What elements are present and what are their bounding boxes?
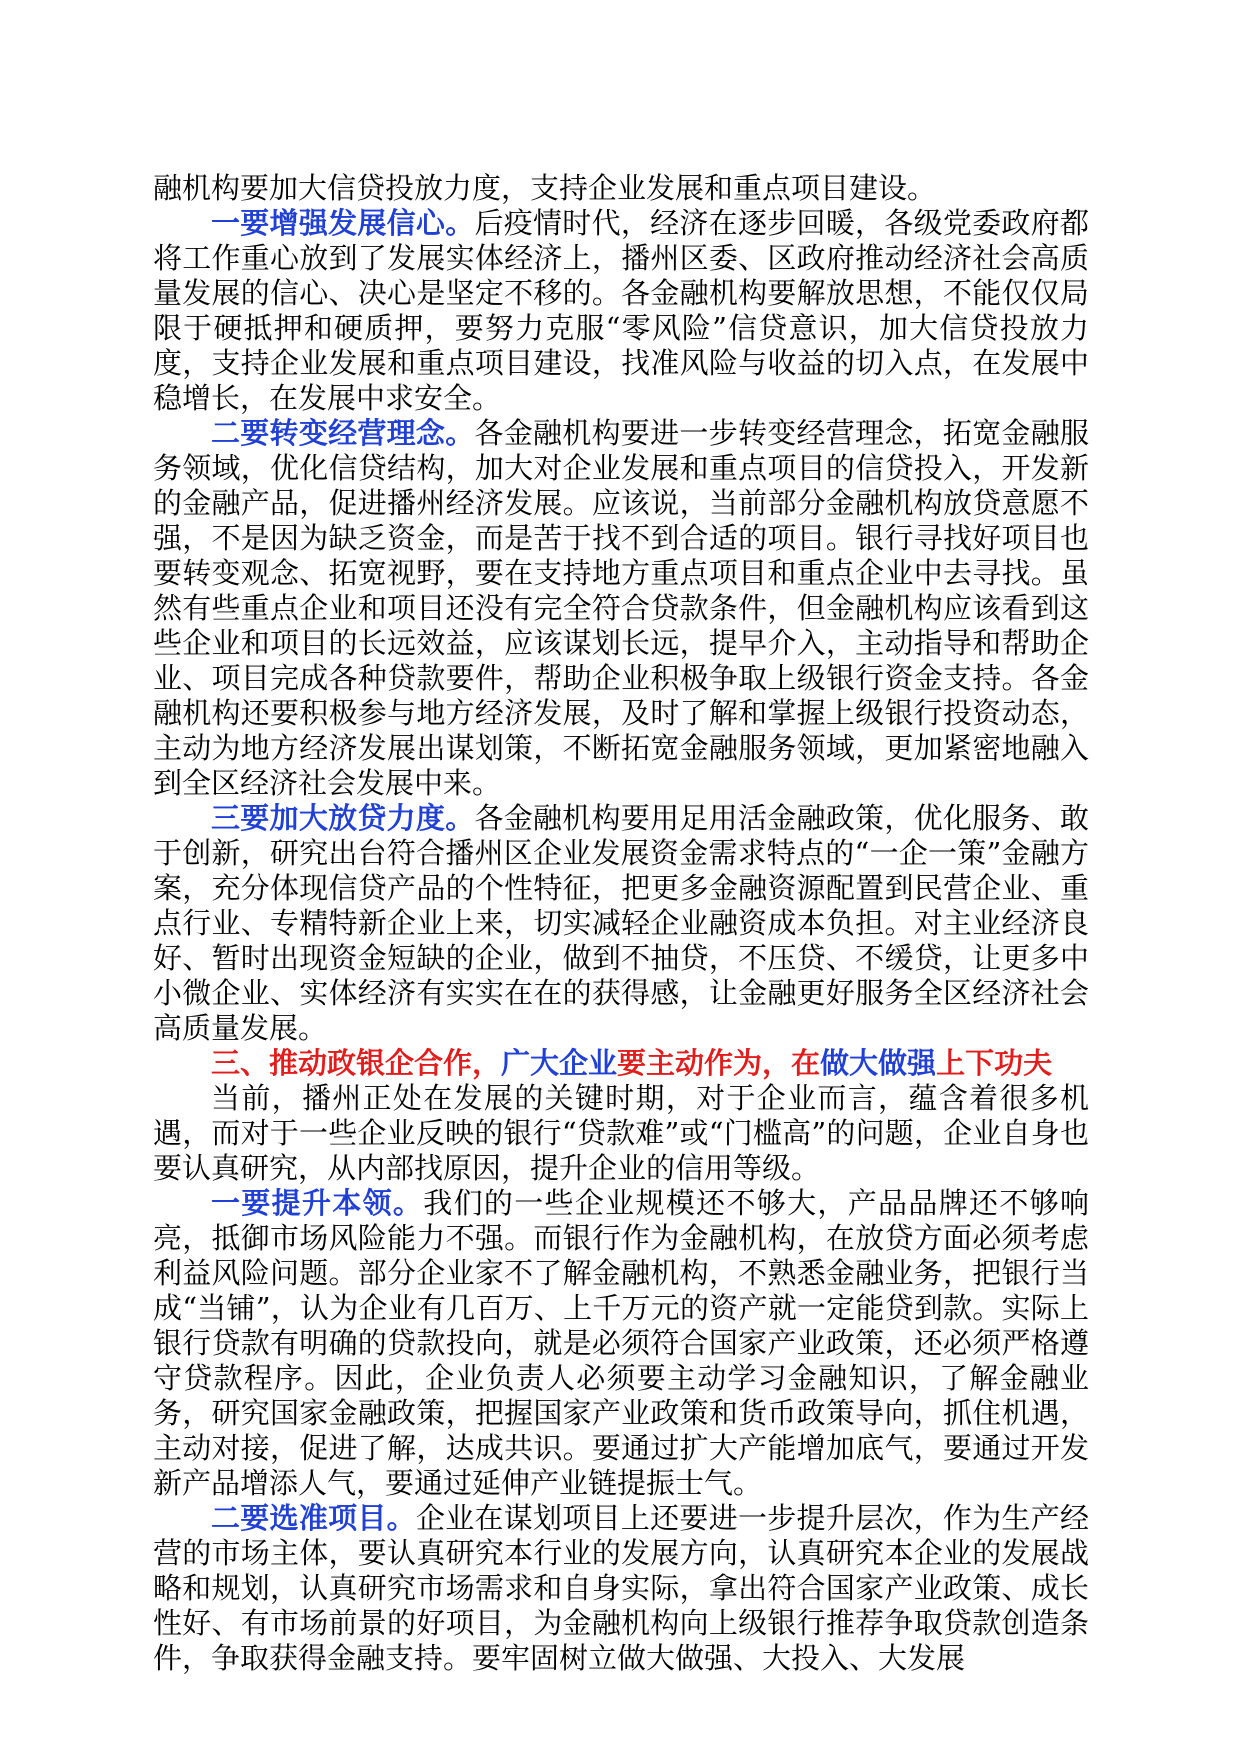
- paragraph-projects: [153, 1501, 1089, 1676]
- paragraph-lead: 二要转变经营理念。: [211, 416, 475, 450]
- paragraph-capability: [153, 1186, 1089, 1501]
- paragraph-text: 各金融机构要用足用活金融政策，优化服务、敢于创新，研究出台符合播州区企业发展资金需求特点的“一企一策”金融方案，充分体现信贷产品的个性特征，把更多金融资源配置到民营企业、重点行业、专精特新企业上来，切实减轻企业融资成本负担。对主业经济良好、暂时出现资金短缺的企业，做到不抽贷，不压贷、不缓贷，让更多中小微企业、实体经济有实实在在的获得感，让金融更好服务全区经济社会高质量发展。: [153, 801, 1089, 1045]
- heading-part: 上下功夫: [936, 1046, 1053, 1080]
- document-body: [153, 171, 1089, 1676]
- paragraph-lead: 一要增强发展信心。: [211, 206, 475, 240]
- section-heading: [153, 1046, 1089, 1081]
- paragraph-lending: [153, 801, 1089, 1046]
- paragraph-intro: [153, 1081, 1089, 1186]
- paragraph-lead: 一要提升本领。: [211, 1186, 424, 1220]
- paragraph-continuation: [153, 171, 1089, 206]
- heading-part: 三、推动政银企合作，: [211, 1046, 502, 1080]
- paragraph-lead: 二要选准项目。: [211, 1501, 416, 1535]
- paragraph-text: 各金融机构要进一步转变经营理念，拓宽金融服务领域，优化信贷结构，加大对企业发展和重点项目的信贷投入，开发新的金融产品，促进播州经济发展。应该说，当前部分金融机构放贷意愿不强，不是因为缺乏资金，而是苦于找不到合适的项目。银行寻找好项目也要转变观念、拓宽视野，要在支持地方重点项目和重点企业中去寻找。虽然有些重点企业和项目还没有完全符合贷款条件，但金融机构应该看到这些企业和项目的长远效益，应该谋划长远，提早介入，主动指导和帮助企业、项目完成各种贷款要件，帮助企业积极争取上级银行资金支持。各金融机构还要积极参与地方经济发展，及时了解和掌握上级银行投资动态，主动为地方经济发展出谋划策，不断拓宽金融服务领域，更加紧密地融入到全区经济社会发展中来。: [153, 416, 1089, 800]
- heading-part-blue: 广大企业: [501, 1046, 618, 1080]
- paragraph-text: 融机构要加大信贷投放力度，支持企业发展和重点项目建设。: [153, 171, 937, 205]
- heading-part-blue: 做大做强: [820, 1046, 937, 1080]
- paragraph-text: 后疫情时代，经济在逐步回暖，各级党委政府都将工作重心放到了发展实体经济上，播州区委、区政府推动经济社会高质量发展的信心、决心是坚定不移的。各金融机构要解放思想，不能仅仅局限于硬抵押和硬质押，要努力克服“零风险”信贷意识，加大信贷投放力度，支持企业发展和重点项目建设，找准风险与收益的切入点，在发展中稳增长，在发展中求安全。: [153, 206, 1089, 415]
- heading-part: 要主动作为，在: [617, 1046, 821, 1080]
- paragraph-philosophy: [153, 416, 1089, 801]
- paragraph-confidence: [153, 206, 1089, 416]
- paragraph-text: 企业在谋划项目上还要进一步提升层次，作为生产经营的市场主体，要认真研究本行业的发展方向，认真研究本企业的发展战略和规划，认真研究市场需求和自身实际，拿出符合国家产业政策、成长性好、有市场前景的好项目，为金融机构向上级银行推荐争取贷款创造条件，争取获得金融支持。要牢固树立做大做强、大投入、大发展: [153, 1501, 1089, 1675]
- paragraph-text: 我们的一些企业规模还不够大，产品品牌还不够响亮，抵御市场风险能力不强。而银行作为金融机构，在放贷方面必须考虑利益风险问题。部分企业家不了解金融机构，不熟悉金融业务，把银行当成“当铺”，认为企业有几百万、上千万元的资产就一定能贷到款。实际上银行贷款有明确的贷款投向，就是必须符合国家产业政策，还必须严格遵守贷款程序。因此，企业负责人必须要主动学习金融知识，了解金融业务，研究国家金融政策，把握国家产业政策和货币政策导向，抓住机遇，主动对接，促进了解，达成共识。要通过扩大产能增加底气，要通过开发新产品增添人气，要通过延伸产业链提振士气。: [153, 1186, 1089, 1500]
- paragraph-lead: 三要加大放贷力度。: [211, 801, 475, 835]
- paragraph-text: 当前，播州正处在发展的关键时期，对于企业而言，蕴含着很多机遇，而对于一些企业反映的银行“贷款难”或“门槛高”的问题，企业自身也要认真研究，从内部找原因，提升企业的信用等级。: [153, 1081, 1089, 1185]
